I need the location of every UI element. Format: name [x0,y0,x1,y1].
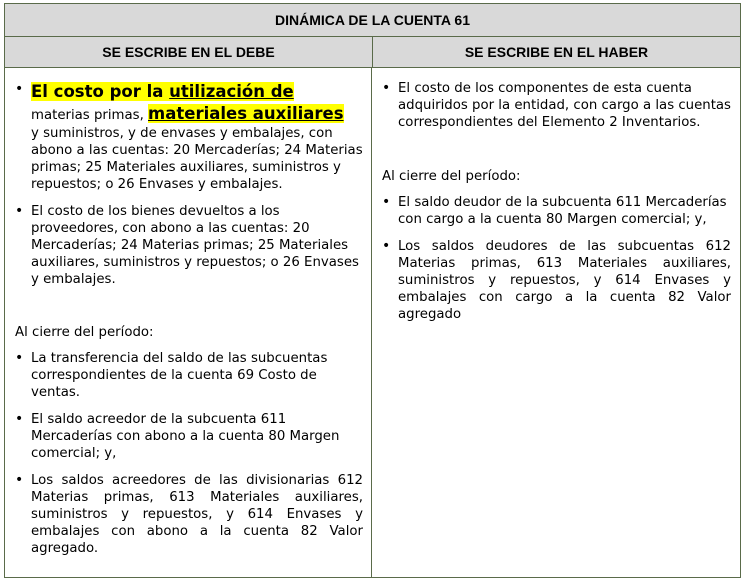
haber-column [372,68,739,577]
highlighted-underlined-text: materiales auxiliares [148,104,344,123]
item-text: materias primas, [31,108,149,123]
item-text: El saldo acreedor de la subcuenta 611 Mercaderías con abono a la cuenta 80 Margen comercial; y, [31,412,340,461]
item-text: Los saldos acreedores de las divisionarias 612 Materias primas, 613 Materiales auxiliares, suministros y repuestos, y 614 Envases y embalajes con abono a la cuenta 82 Valor agregado. [31,473,363,556]
item-text: El costo de los componentes de esta cuenta adquiridos por la entidad, con cargo a las cuentas correspondientes del Elemento 2 Inventarios. [398,81,731,130]
closing-label: Al cierre del período: [15,325,154,340]
haber-item-1 [382,80,731,131]
item-text: El saldo deudor de la subcuenta 611 Mercaderías con cargo a la cuenta 80 Margen comercial; y, [398,195,727,227]
haber-closing-list [382,194,731,323]
debe-closing-item-1 [15,350,363,401]
bullet-icon: • [382,238,391,254]
item-text: y suministros, y de envases y embalajes, con abono a las cuentas: 20 Mercaderías; 24 Materias primas; 25 Materiales auxiliares, suministros y repuestos; o 26 Envases y embalajes. [31,126,363,192]
highlighted-underlined-text: utilización de [169,82,294,101]
item-text: La transferencia del saldo de las subcuentas correspondientes de la cuenta 69 Costo de ventas. [31,351,328,400]
bullet-icon: • [382,80,391,96]
column-headers [5,37,740,68]
debe-item-1 [15,81,363,193]
item-text: El costo de los bienes devueltos a los proveedores, con abono a las cuentas: 20 Mercaderías; 24 Materias primas; 25 Materiales auxiliares, suministros y repuestos; o 26 Envases y embalajes. [31,204,359,287]
debe-closing-item-3 [15,472,363,557]
table-body [5,68,740,577]
item-text: Los saldos deudores de las subcuentas 612 Materias primas, 613 Materiales auxiliares, suministros y repuestos, y 614 Envases y embalajes con cargo a la cuenta 82 Valor agregado [398,239,731,322]
header-haber: SE ESCRIBE EN EL HABER [464,44,649,60]
header-debe: SE ESCRIBE EN EL DEBE [5,37,373,67]
bullet-icon: • [15,411,24,427]
haber-list [382,80,731,131]
bullet-icon: • [15,472,24,488]
debe-list [15,81,363,288]
haber-closing-item-1 [382,194,731,228]
debe-item-2 [15,203,363,288]
debe-closing-item-2 [15,411,363,462]
highlighted-text: El costo por la [31,82,170,101]
haber-closing-item-2 [382,238,731,323]
account-dynamics-table [4,3,741,578]
bullet-icon: • [15,350,24,366]
debe-closing-list [15,350,363,557]
bullet-icon: • [15,203,24,219]
bullet-icon: • [382,194,391,210]
debe-column [5,68,372,577]
closing-label: Al cierre del período: [382,169,521,184]
bullet-icon: • [15,81,24,97]
table-title: DINÁMICA DE LA CUENTA 61 [5,4,740,37]
